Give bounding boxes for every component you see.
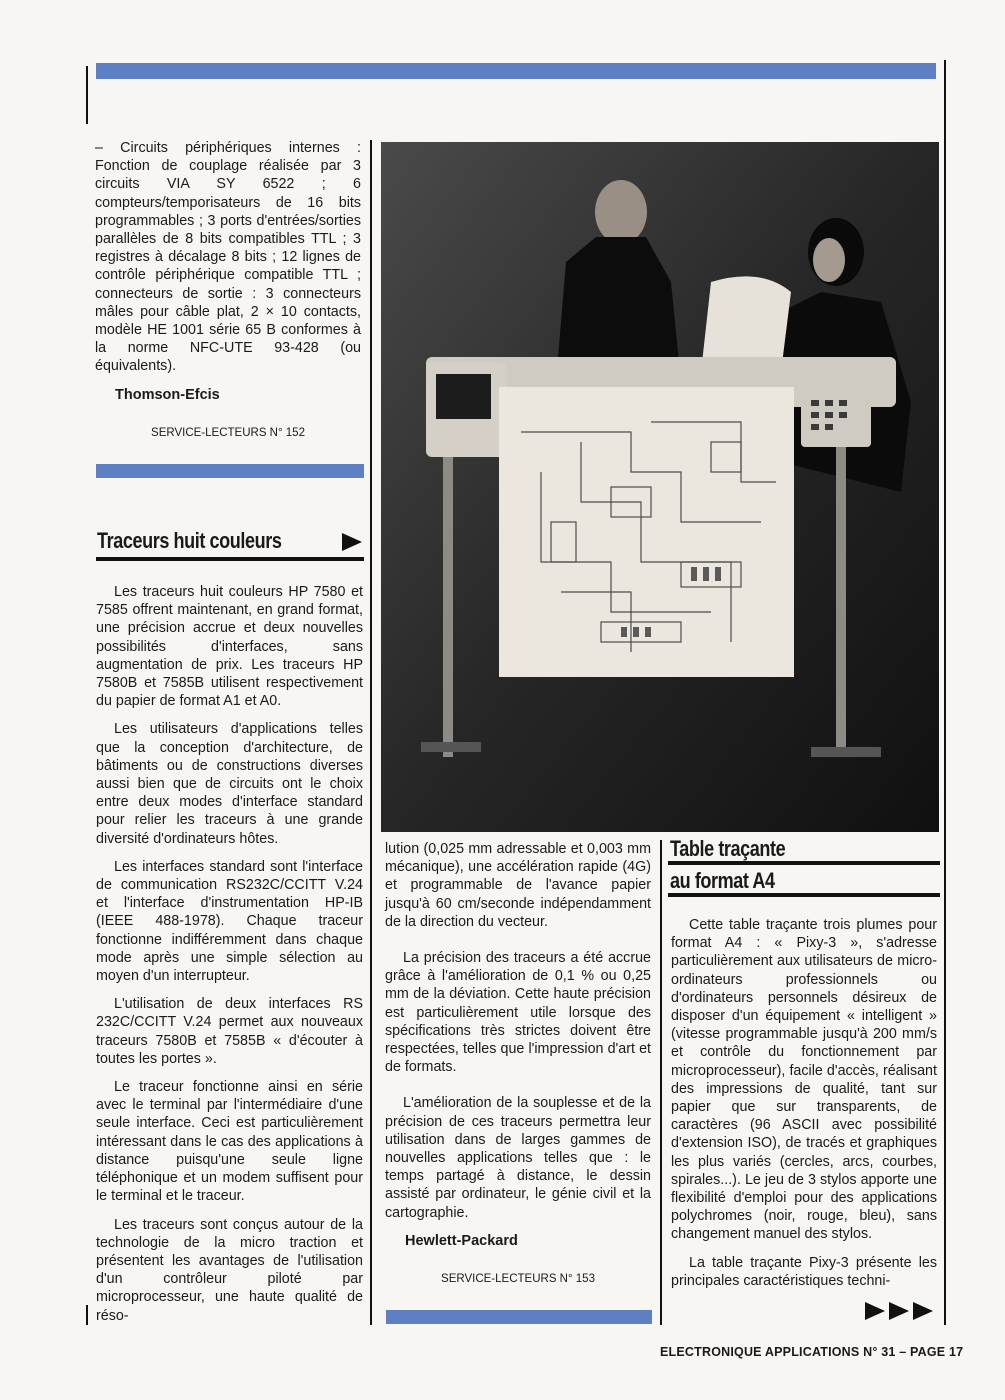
headline-arrow-icon	[342, 533, 362, 551]
page-footer: ELECTRONIQUE APPLICATIONS N° 31 – PAGE 17	[660, 1345, 964, 1359]
triple-arrow-icon	[865, 1300, 937, 1322]
signature-thomson: Thomson-Efcis	[115, 386, 220, 403]
article-paragraph: Le traceur fonctionne ainsi en série avec le terminal par l'intermédiaire d'une seule interface. Ceci est particulièrement intéressant dans le cas des applications à distance puisqu'une seule ligne téléphonique et un modem suffisent pour le terminal et le traceur.	[96, 1079, 363, 1205]
left-column-intro	[95, 139, 361, 442]
article-paragraph: Les interfaces standard sont l'interface de communication RS232C/CCITT V.24 et l'interface d'instrumentation HP-IB (IEEE 488-1978). Chaque traceur fonctionne indifféremment dans chaque mode après une simple sélection au moyen d'un interrupteur.	[96, 858, 363, 985]
headline-underline-left	[96, 557, 364, 561]
headline-traceurs: Traceurs huit couleurs	[97, 528, 282, 553]
headline-table-line2: au format A4	[670, 868, 775, 893]
headline-underline-right-1	[668, 861, 940, 865]
left-margin-rule-bottom	[86, 1305, 88, 1325]
left-margin-rule-top	[86, 66, 88, 124]
headline-table-line1: Table traçante	[670, 836, 786, 861]
column-divider-2	[660, 840, 662, 1325]
article-paragraph: Les traceurs huit couleurs HP 7580 et 7585 offrent maintenant, en grand format, une précision accrue et deux nouvelles possibilités d'interfaces, sans augmentation de prix. Les traceurs HP 7580B et 7585B utilisent respectivement du papier de format A1 et A0.	[96, 584, 363, 710]
table-paragraph: Cette table traçante trois plumes pour format A4 : « Pixy-3 », s'adresse particulièrement aux utilisateurs de micro-ordinateurs professionnels ou d'ordinateurs personnels désireux de disposer d'un équipement « intelligent » (vitesse programmable jusqu'à 200 mm/s et contrôle du fonctionnement par microprocesseur), facile d'accès, réalisant des impressions de qualité, tant sur papier que sur transparents, de caractères (96 ASCII avec possibilité d'extension ISO), de tracés et graphiques les plus variés (cercles, arcs, courbes, spirales...). Le jeu de 3 stylos apporte une flexibilité d'emploi pour des applications polychromes (noir, rouge, bleu), sans changement manuel des stylos.	[671, 917, 937, 1243]
top-accent-band	[96, 63, 936, 79]
article-traceurs-body	[96, 583, 363, 1335]
column-divider-1	[370, 140, 372, 1325]
article-traceurs-continuation	[385, 840, 651, 1288]
photo-plotter-demo	[381, 142, 939, 832]
service-lecteurs-152: SERVICE-LECTEURS N° 152	[151, 426, 305, 439]
signature-hp: Hewlett-Packard	[405, 1232, 518, 1249]
section-accent-band-left	[96, 464, 364, 478]
photo-illustration	[381, 142, 939, 832]
right-margin-rule	[944, 60, 946, 1325]
section-accent-band-middle	[386, 1310, 652, 1324]
continuation-paragraph: lution (0,025 mm adressable et 0,003 mm mécanique), une accélération rapide (4G) et programmable de l'avance papier jusqu'à 60 cm/seconde indépendamment de la direction du vecteur.	[385, 841, 651, 930]
article-paragraph: Les traceurs sont conçus autour de la technologie de la micro traction et présentent les avantages de l'utilisation d'un contrôleur piloté par microprocesseur, une haute qualité de réso-	[96, 1216, 363, 1324]
article-paragraph: L'utilisation de deux interfaces RS 232C/CCITT V.24 permet aux nouveaux traceurs 7580B et 7585B « d'écouter à toutes les portes ».	[96, 996, 363, 1067]
headline-underline-right-2	[668, 893, 940, 897]
article-paragraph: Les utilisateurs d'applications telles que la conception d'architecture, de bâtiments ou de constructions diverses aussi bien que de circuits ont le choix entre deux modes d'interface standard pour relier les traceurs à une grande diversité d'ordinateurs hôtes.	[96, 721, 363, 847]
continuation-paragraph: La précision des traceurs a été accrue grâce à l'amélioration de 0,1 % ou 0,25 mm de la déviation. Cette haute précision est particulièrement utile lorsque des spécifications très strictes doivent être respectées, telles que l'impression d'art et de formats.	[385, 950, 651, 1076]
continuation-paragraph: L'amélioration de la souplesse et de la précision de ces traceurs permettra leur utilisation dans de larges gammes de nouvelles applications telles que : le temps partagé à distance, le dessin assisté par ordinateur, le génie civil et la cartographie.	[385, 1095, 651, 1221]
intro-paragraph: – Circuits périphériques internes : Fonction de couplage réalisée par 3 circuits VIA SY 6522 ; 6 compteurs/temporisateurs de 16 bits programmables ; 3 ports d'entrées/sorties parallèles de 8 bits compatibles TTL ; 3 registres à décalage 8 bits ; 12 lignes de contrôle périphérique compatible TTL ; connecteurs de sortie : 3 connecteurs mâles pour câble plat, 2 × 10 contacts, modèle HE 1001 série 65 B conformes à la norme NFC-UTE 93-428 (ou équivalents).	[95, 140, 361, 375]
article-table-body	[671, 916, 937, 1300]
table-paragraph: La table traçante Pixy-3 présente les principales caractéristiques techni-	[671, 1254, 937, 1289]
service-lecteurs-153: SERVICE-LECTEURS N° 153	[441, 1273, 595, 1286]
